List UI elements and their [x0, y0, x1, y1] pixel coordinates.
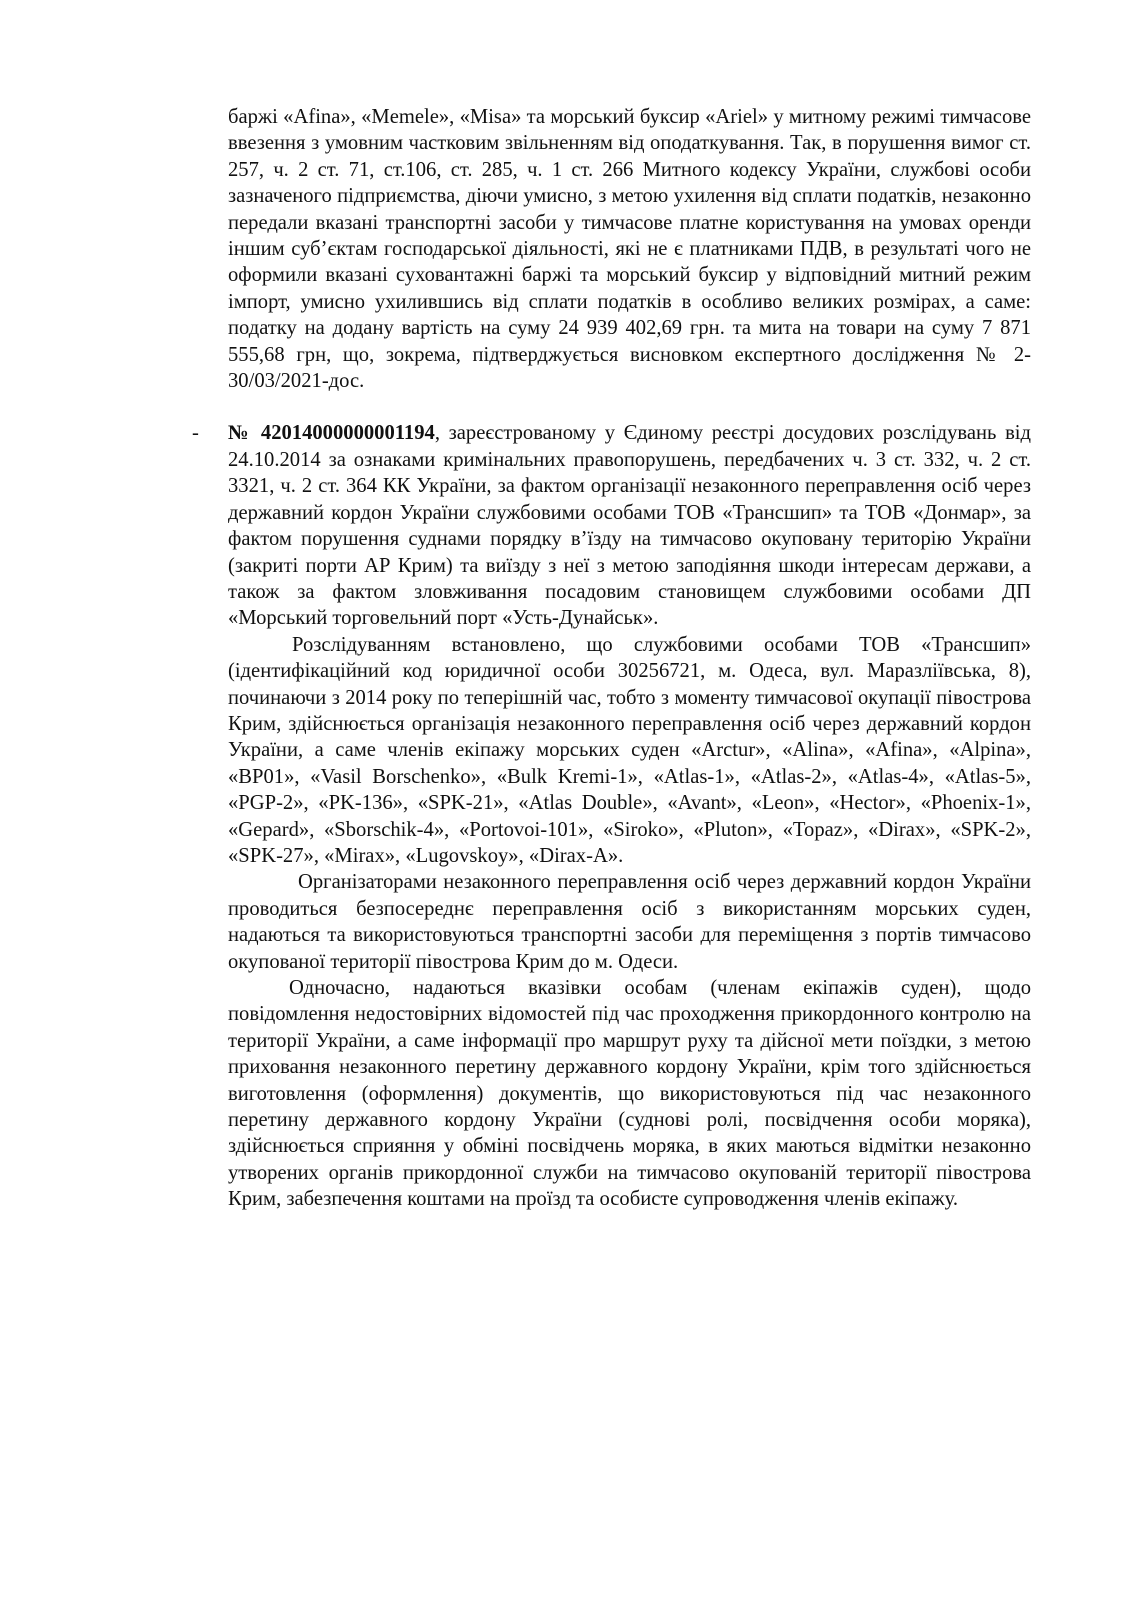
- paragraph-spacer: [228, 394, 1031, 420]
- paragraph-barges-customs: баржі «Afina», «Memele», «Misa» та морський буксир «Ariel» у митному режимі тимчасове ввезення з умовним частковим звільненням від оподаткування. Так, в порушення вимог ст. 257, ч. 2 ст. 71, ст.106, ст. 285, ч. 1 ст. 266 Митного кодексу України, службові особи зазначеного підприємства, діючи умисно, з метою ухилення від сплати податків, незаконно передали вказані транспортні засоби у тимчасове платне користування на умовах оренди іншим суб’єктам господарської діяльності, які не є платниками ПДВ, в результаті чого не оформили вказані суховантажні баржі та морський буксир у відповідний митний режим імпорт, умисно ухилившись від сплати податків в особливо великих розмірах, а саме: податку на додану вартість на суму 24 939 402,69 грн. та мита на товари на суму 7 871 555,68 грн, що, зокрема, підтверджується висновком експертного дослідження № 2-30/03/2021-дос.: [228, 106, 1031, 393]
- paragraph-case-description: [228, 420, 1031, 631]
- paragraph-organizers: Організаторами незаконного переправлення осіб через державний кордон України проводиться безпосереднє переправлення осіб з використанням морських суден, надаються та використовуються транспортні засоби для переміщення з портів тимчасово окупованої території півострова Крим до м. Одеси.: [228, 871, 1031, 973]
- case-description-text: , зареєстрованому у Єдиному реєстрі досудових розслідувань від 24.10.2014 за ознаками кримінальних правопорушень, передбачених ч. 3 ст. 332, ч. 2 ст. 3321, ч. 2 ст. 364 КК України, за фактом організації незаконного переправлення осіб через державний кордон України службовими особами ТОВ «Трансшип» та ТОВ «Донмар», за фактом порушення суднами порядку в’їзду на тимчасово окуповану територію України (закриті порти АР Крим) та виїзду з неї з метою заподіяння шкоди інтересам держави, а також за фактом зловживання посадовим становищем службовими особами ДП «Морський торговельний порт «Усть-Дунайськ».: [228, 422, 1031, 630]
- document-page: [192, 104, 1031, 1213]
- paragraph-investigation-findings: Розслідуванням встановлено, що службовими особами ТОВ «Трансшип» (ідентифікаційний код юридичної особи 30256721, м. Одеса, вул. Маразліївська, 8), починаючи з 2014 року по теперішній час, тобто з моменту тимчасової окупації півострова Крим, здійснюється організація незаконного переправлення осіб через державний кордон України, а саме членів екіпажу морських суден «Arctur», «Alina», «Afina», «Alpina», «BP01», «Vasil Borschenko», «Bulk Kremi-1», «Atlas-1», «Atlas-2», «Atlas-4», «Atlas-5», «PGP-2», «PK-136», «SPK-21», «Atlas Double», «Avant», «Leon», «Hector», «Phoenix-1», «Gepard», «Sborschik-4», «Portovoi-101», «Siroko», «Pluton», «Topaz», «Dirax», «SPK-2», «SPK-27», «Mirax», «Lugovskoy», «Dirax-A».: [228, 633, 1031, 867]
- list-bullet: -: [192, 422, 199, 445]
- case-list-item: [192, 420, 1031, 631]
- paragraph-instructions: Одночасно, надаються вказівки особам (членам екіпажів суден), щодо повідомлення недостовірних відомостей під час проходження прикордонного контролю на території України, а саме інформації про маршрут руху та дійсної мети поїздки, з метою приховання незаконного перетину державного кордону України, крім того здійснюється виготовлення (оформлення) документів, що використовуються під час незаконного перетину державного кордону України (суднові ролі, посвідчення особи моряка), здійснюється сприяння у обміні посвідчень моряка, в яких маються відмітки незаконно утворених органів прикордонної служби на тимчасово окупованій території півострова Крим, забезпечення коштами на проїзд та особисте супроводження членів екіпажу.: [228, 977, 1031, 1211]
- case-number: № 42014000000001194: [228, 422, 435, 445]
